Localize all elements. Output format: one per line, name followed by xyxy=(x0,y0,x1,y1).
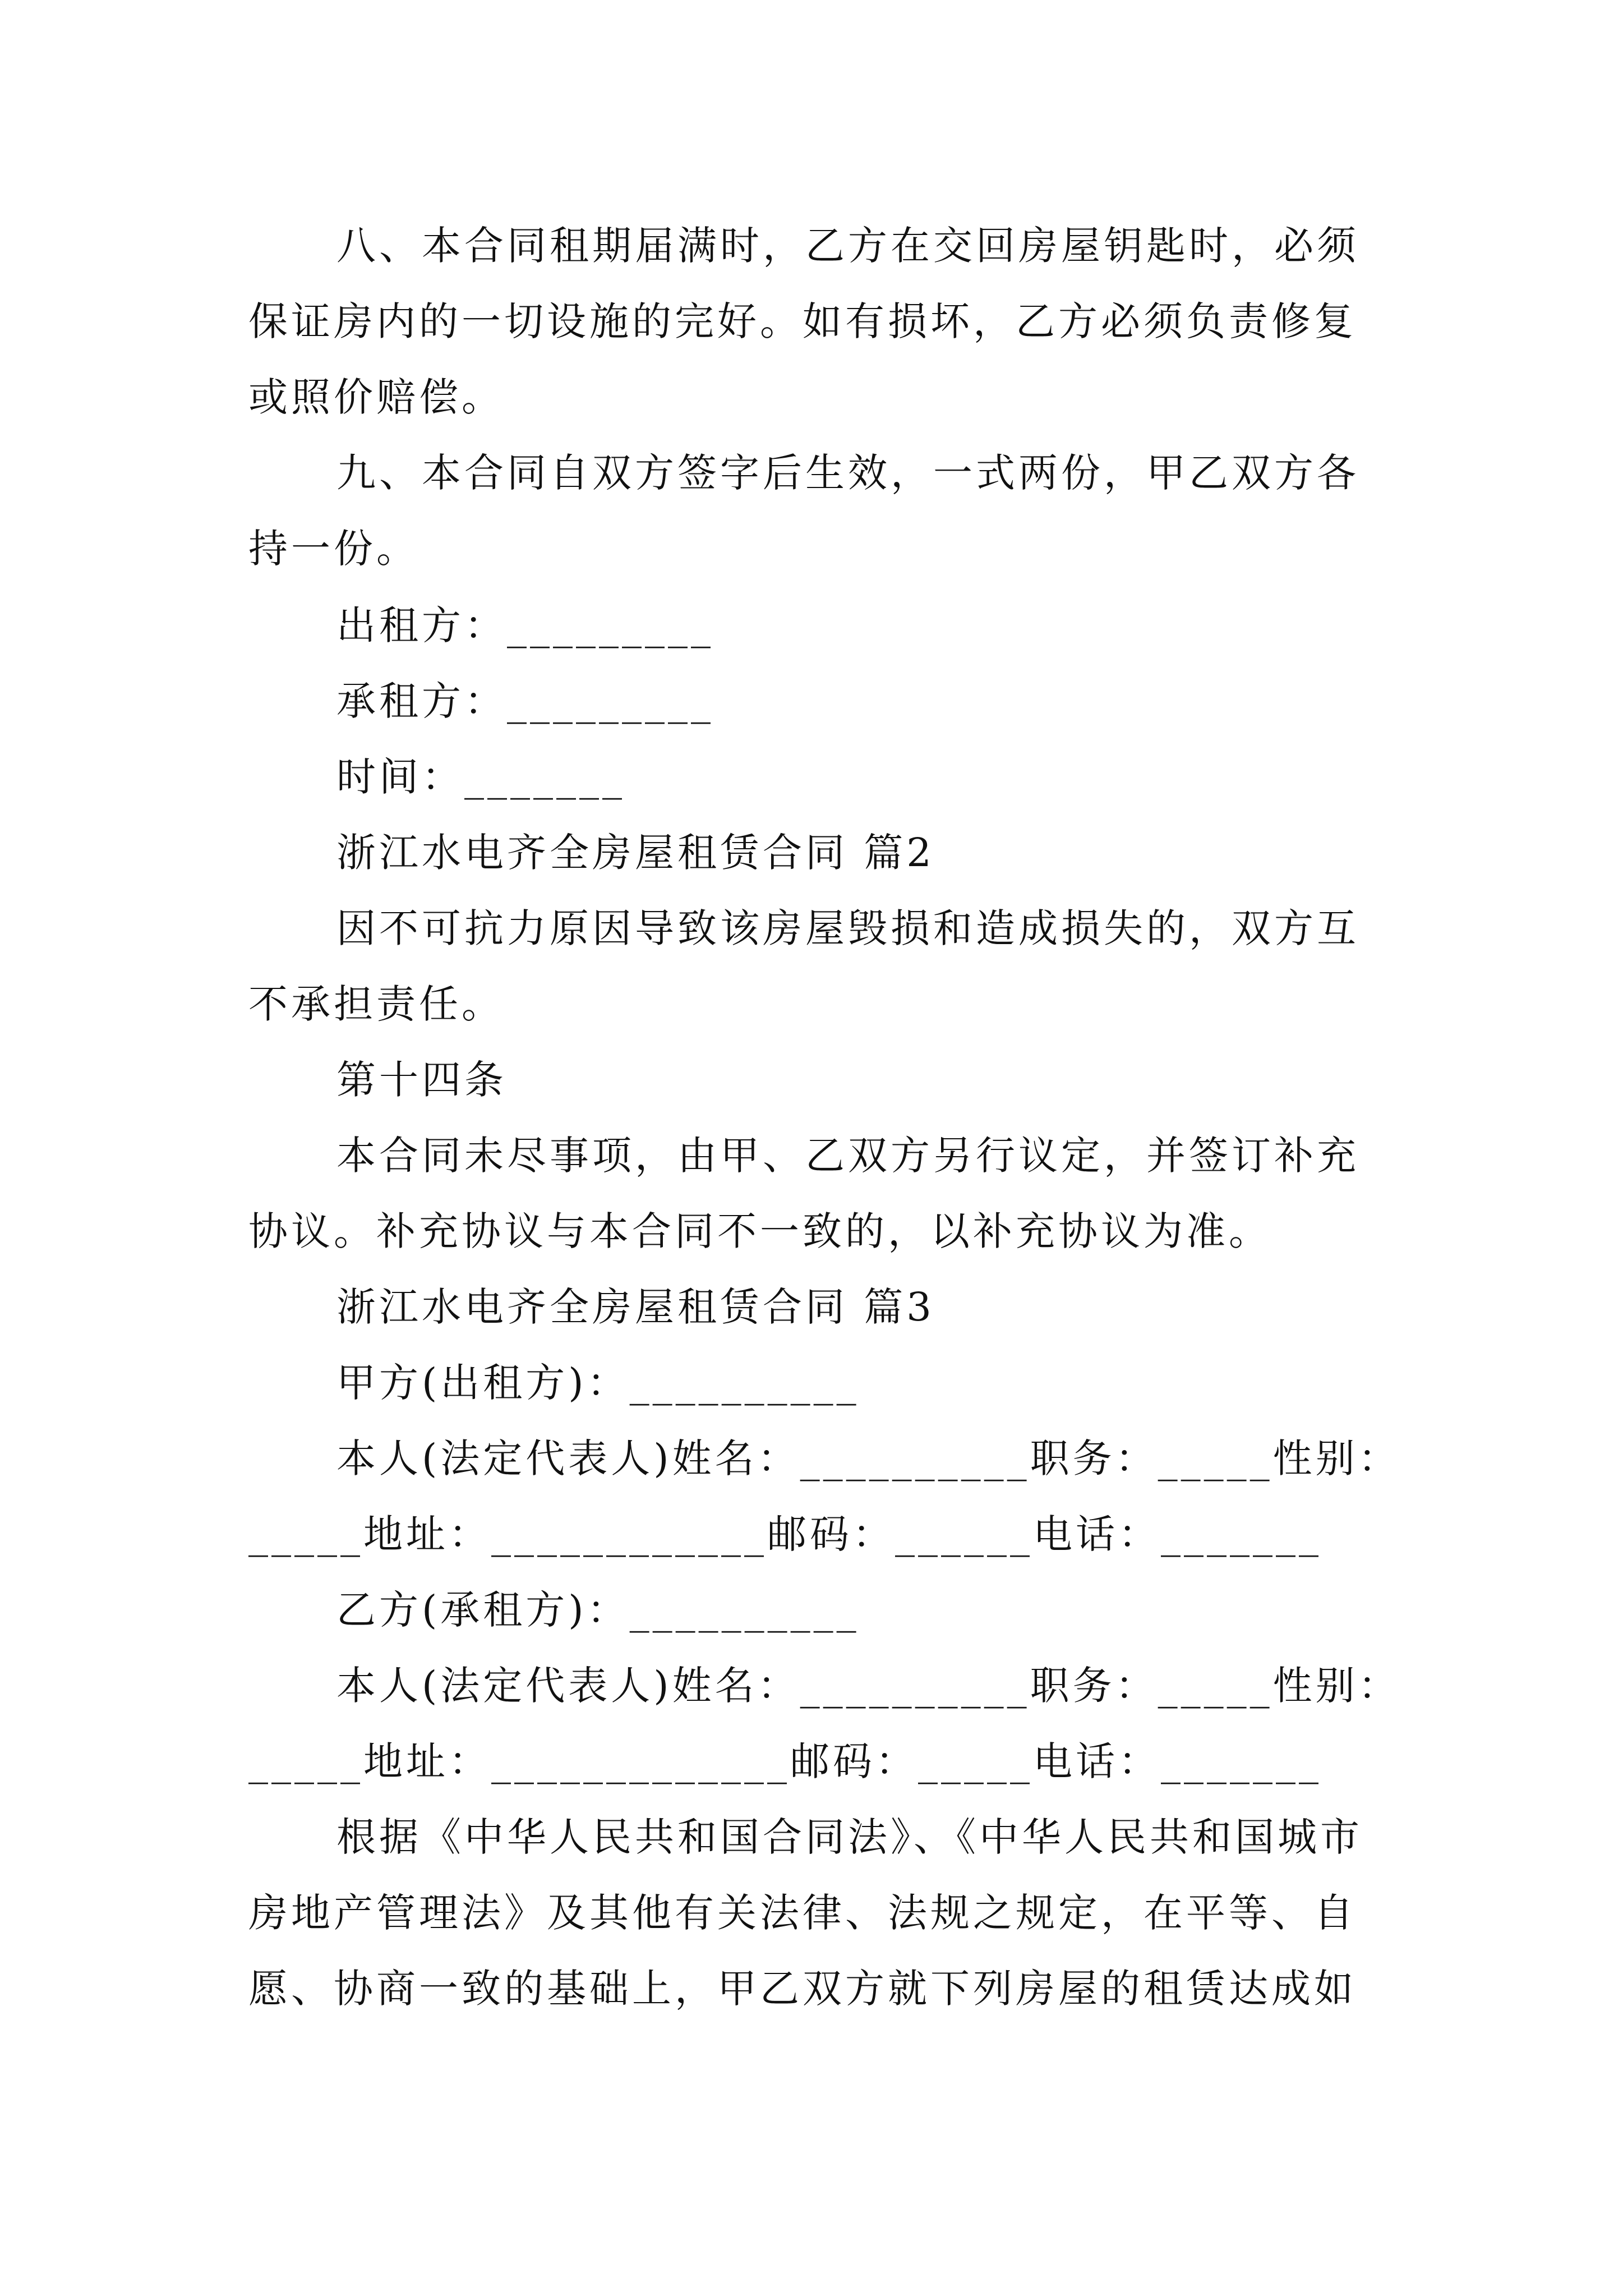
basis-line-3: 愿、协商一致的基础上，甲乙双方就下列房屋的租赁达成如 xyxy=(248,1966,1357,2012)
paragraph-8-line-2: 保证房内的一切设施的完好。如有损坏，乙方必须负责修复 xyxy=(248,298,1357,344)
lessee-signature-line: 承租方：_________ xyxy=(336,678,714,724)
section-heading-2: 浙江水电齐全房屋租赁合同 篇2 xyxy=(336,830,935,876)
party-b-contact-line: _____地址：_____________邮码：_____电话：_______ xyxy=(248,1738,1322,1784)
supplement-line-1: 本合同未尽事项，由甲、乙双方另行议定，并签订补充 xyxy=(336,1133,1359,1179)
section-heading-3: 浙江水电齐全房屋租赁合同 篇3 xyxy=(336,1284,935,1330)
paragraph-8-line-1: 八、本合同租期届满时，乙方在交回房屋钥匙时，必须 xyxy=(336,223,1359,269)
paragraph-9-line-1: 九、本合同自双方签字后生效，一式两份，甲乙双方各 xyxy=(336,450,1359,496)
party-a-title: 甲方(出租方)：__________ xyxy=(336,1360,860,1406)
basis-line-2: 房地产管理法》及其他有关法律、法规之规定，在平等、自 xyxy=(248,1890,1357,1936)
supplement-line-2: 协议。补充协议与本合同不一致的，以补充协议为准。 xyxy=(248,1208,1271,1254)
paragraph-8-line-3: 或照价赔偿。 xyxy=(248,374,504,420)
party-b-title: 乙方(承租方)：__________ xyxy=(336,1587,860,1633)
lessor-signature-line: 出租方：_________ xyxy=(336,602,714,648)
paragraph-9-line-2: 持一份。 xyxy=(248,526,419,572)
basis-line-1: 根据《中华人民共和国合同法》、《中华人民共和国城市 xyxy=(336,1814,1363,1860)
party-b-representative-line: 本人(法定代表人)姓名：__________职务：_____性别： xyxy=(336,1663,1401,1709)
article-14-heading: 第十四条 xyxy=(336,1057,507,1103)
date-line: 时间：_______ xyxy=(336,754,625,800)
force-majeure-line-2: 不承担责任。 xyxy=(248,981,504,1027)
force-majeure-line-1: 因不可抗力原因导致该房屋毁损和造成损失的，双方互 xyxy=(336,905,1359,951)
party-a-representative-line: 本人(法定代表人)姓名：__________职务：_____性别： xyxy=(336,1435,1401,1481)
party-a-contact-line: _____地址：____________邮码：______电话：_______ xyxy=(248,1511,1322,1557)
